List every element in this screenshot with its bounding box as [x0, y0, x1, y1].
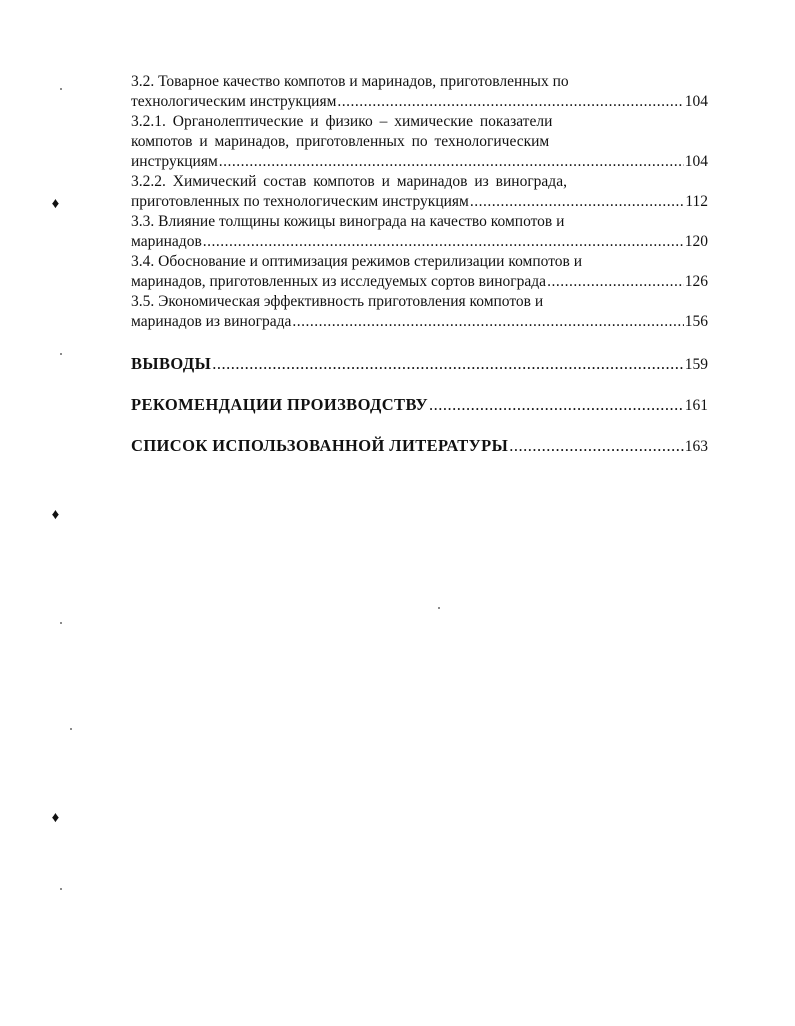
page-number: 104 — [684, 153, 708, 170]
toc-entry-3-2-2 — [131, 172, 708, 212]
scan-speck — [438, 607, 440, 609]
dot-leader — [212, 354, 684, 374]
page-number: 161 — [684, 397, 708, 414]
scan-speck — [60, 622, 62, 624]
toc-entry-text-line: компотов и маринадов, приготовленных по технологическим — [131, 133, 550, 150]
dot-leader — [470, 192, 684, 212]
dot-leader — [429, 395, 684, 415]
dot-leader — [337, 92, 683, 112]
toc-entry-conclusions — [131, 354, 708, 375]
toc-entry-text-line: технологическим инструкциям — [131, 93, 337, 110]
scan-speck — [60, 88, 62, 90]
toc-entry-text-line: 3.3. Влияние толщины кожицы винограда на качество компотов и — [131, 213, 565, 230]
toc-entry-text-line: 3.2. Товарное качество компотов и маринадов, приготовленных по — [131, 73, 569, 90]
scan-speck — [60, 353, 62, 355]
toc-entry-3-2-1 — [131, 112, 708, 172]
page-number: 120 — [684, 233, 708, 250]
toc-entry-text-line: 3.4. Обоснование и оптимизация режимов стерилизации компотов и — [131, 253, 582, 270]
toc-entry-3-5 — [131, 292, 708, 332]
page-number: 112 — [685, 193, 708, 210]
toc-entry-text-line: маринадов, приготовленных из исследуемых сортов винограда — [131, 273, 547, 290]
scan-speck — [60, 888, 62, 890]
toc-entry-text-line: инструкциям — [131, 153, 218, 170]
toc-entry-text-line: приготовленных по технологическим инструкциям — [131, 193, 469, 210]
binder-hole-mark-icon: ♦ — [51, 810, 60, 826]
dot-leader — [509, 436, 684, 456]
binder-hole-mark-icon: ♦ — [51, 507, 60, 523]
toc-entry-text-line: маринадов — [131, 233, 202, 250]
toc-major-title: РЕКОМЕНДАЦИИ ПРОИЗВОДСТВУ — [131, 395, 429, 414]
page-number: 104 — [684, 93, 708, 110]
page-number: 126 — [684, 273, 708, 290]
table-of-contents — [131, 72, 708, 457]
toc-major-title: ВЫВОДЫ — [131, 354, 212, 373]
toc-entry-text-line: маринадов из винограда — [131, 313, 292, 330]
toc-entry-3-4 — [131, 252, 708, 292]
dot-leader — [203, 232, 684, 252]
toc-entry-text-line: 3.2.2. Химический состав компотов и маринадов из винограда, — [131, 173, 567, 190]
toc-entry-3-3 — [131, 212, 708, 252]
page-number: 159 — [684, 356, 708, 373]
toc-entry-references — [131, 436, 708, 457]
toc-entry-text-line: 3.2.1. Органолептические и физико – химические показатели — [131, 113, 553, 130]
toc-entry-text-line: 3.5. Экономическая эффективность приготовления компотов и — [131, 293, 544, 310]
dot-leader — [219, 152, 684, 172]
toc-entry-3-2 — [131, 72, 708, 112]
page-number: 163 — [684, 438, 708, 455]
binder-hole-mark-icon: ♦ — [51, 196, 60, 212]
toc-entry-recommendations — [131, 395, 708, 416]
scan-speck — [70, 728, 72, 730]
toc-major-title: СПИСОК ИСПОЛЬЗОВАННОЙ ЛИТЕРАТУРЫ — [131, 436, 509, 455]
dot-leader — [547, 272, 684, 292]
dot-leader — [292, 312, 683, 332]
page-number: 156 — [684, 313, 708, 330]
